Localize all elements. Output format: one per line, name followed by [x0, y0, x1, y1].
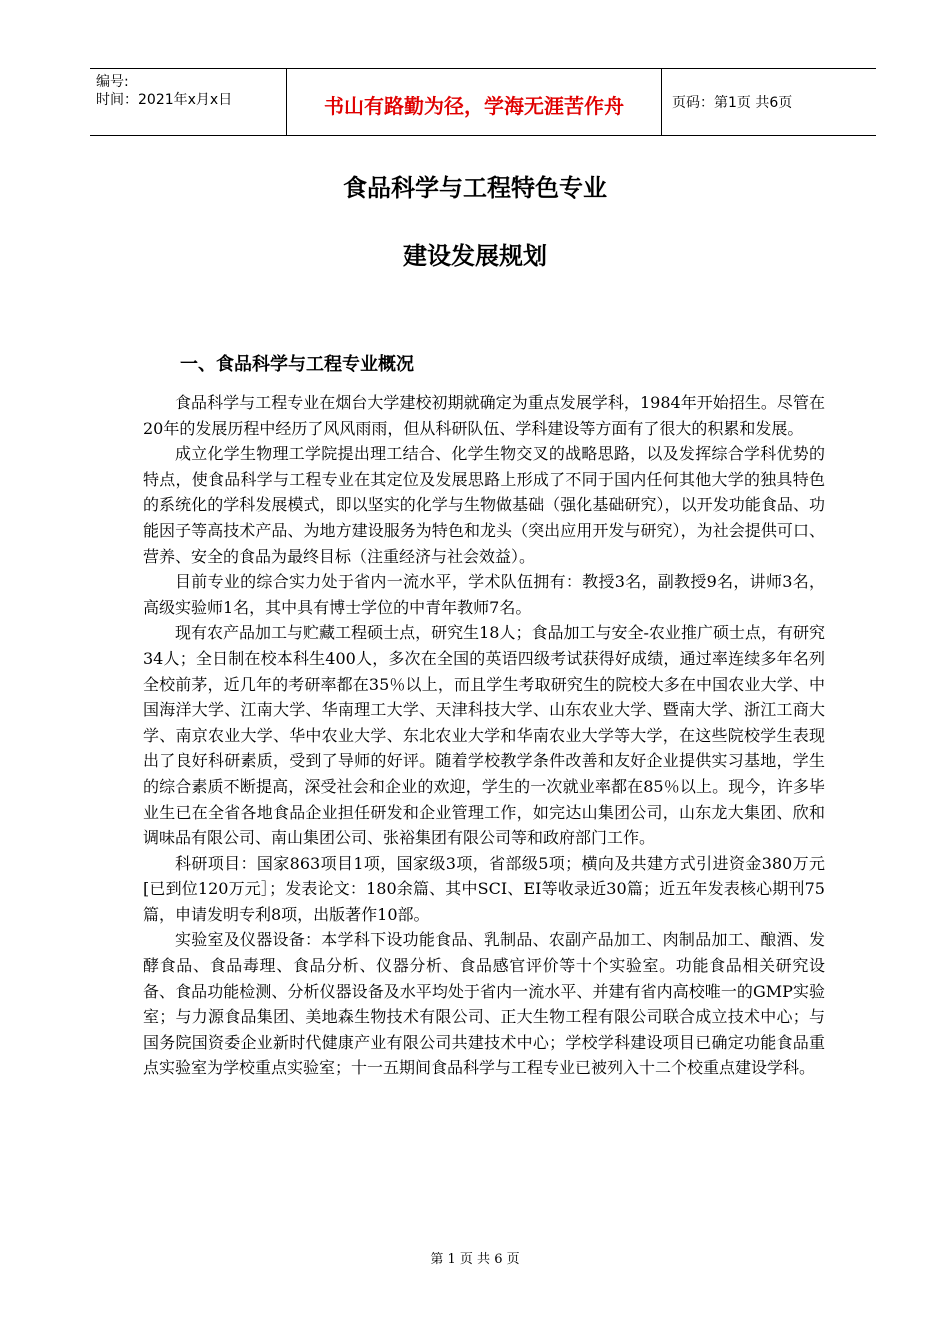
paragraph: 现有农产品加工与贮藏工程硕士点，研究生18人；食品加工与安全-农业推广硕士点，有研究34人；全日制在校本科生400人，多次在全国的英语四级考试获得好成绩，通过率连续多年名列全校前茅，近几年的考研率都在35％以上，而且学生考取研究生的院校大多在中国农业大学、中国海洋大学、江南大学、华南理工大学、天津科技大学、山东农业大学、暨南大学、浙江工商大学、南京农业大学、华中农业大学、东北农业大学和华南农业大学等大学，在这些院校学生表现出了良好科研素质，受到了导师的好评。随着学校教学条件改善和友好企业提供实习基地，学生的综合素质不断提高，深受社会和企业的欢迎，学生的一次就业率都在85％以上。现今，许多毕业生已在全省各地食品企业担任研发和企业管理工作，如完达山集团公司，山东龙大集团、欣和调味品有限公司、南山集团公司、张裕集团有限公司等和政府部门工作。	[143, 623, 825, 848]
body-content	[143, 390, 825, 1081]
page-header	[90, 68, 876, 136]
paragraph: 成立化学生物理工学院提出理工结合、化学生物交叉的战略思路，以及发挥综合学科优势的特点，使食品科学与工程专业在其定位及发展思路上形成了不同于国内任何其他大学的独具特色的系统化的学科发展模式，即以坚实的化学与生物做基础（强化基础研究），以开发功能食品、功能因子等高技术产品、为地方建设服务为特色和龙头（突出应用开发与研究），为社会提供可口、营养、安全的食品为最终目标（注重经济与社会效益）。	[143, 444, 825, 566]
page-footer: 第 1 页 共 6 页	[430, 1252, 520, 1267]
document-title-line2: 建设发展规划	[403, 242, 547, 270]
document-title-line1: 食品科学与工程特色专业	[343, 174, 607, 202]
paragraph: 目前专业的综合实力处于省内一流水平，学术队伍拥有：教授3名，副教授9名，讲师3名，高级实验师1名，其中具有博士学位的中青年教师7名。	[143, 572, 825, 617]
header-meta	[90, 69, 287, 135]
document-time-label: 时间：2021年x月x日	[96, 92, 233, 108]
paragraph: 实验室及仪器设备：本学科下设功能食品、乳制品、农副产品加工、肉制品加工、酿酒、发酵食品、食品毒理、食品分析、仪器分析、食品感官评价等十个实验室。功能食品相关研究设备、食品功能检测、分析仪器设备及水平均处于省内一流水平、并建有省内高校唯一的GMP实验室；与力源食品集团、美地森生物技术有限公司、正大生物工程有限公司联合成立技术中心；与国务院国资委企业新时代健康产业有限公司共建技术中心；学校学科建设项目已确定功能食品重点实验室为学校重点实验室；十一五期间食品科学与工程专业已被列入十二个校重点建设学科。	[143, 930, 825, 1078]
document-number-label: 编号:	[96, 74, 129, 90]
header-page-info: 页码：第1页 共6页	[672, 95, 793, 111]
section-heading: 一、食品科学与工程专业概况	[180, 354, 414, 375]
header-motto: 书山有路勤为径，学海无涯苦作舟	[287, 69, 662, 135]
paragraph: 食品科学与工程专业在烟台大学建校初期就确定为重点发展学科，1984年开始招生。尽管在20年的发展历程中经历了风风雨雨，但从科研队伍、学科建设等方面有了很大的积累和发展。	[143, 393, 825, 438]
paragraph: 科研项目：国家863项目1项，国家级3项，省部级5项；横向及共建方式引进资金380万元[已到位120万元］；发表论文：180余篇、其中SCI、EI等收录近30篇；近五年发表核心期刊75篇，申请发明专利8项，出版著作10部。	[143, 853, 825, 924]
